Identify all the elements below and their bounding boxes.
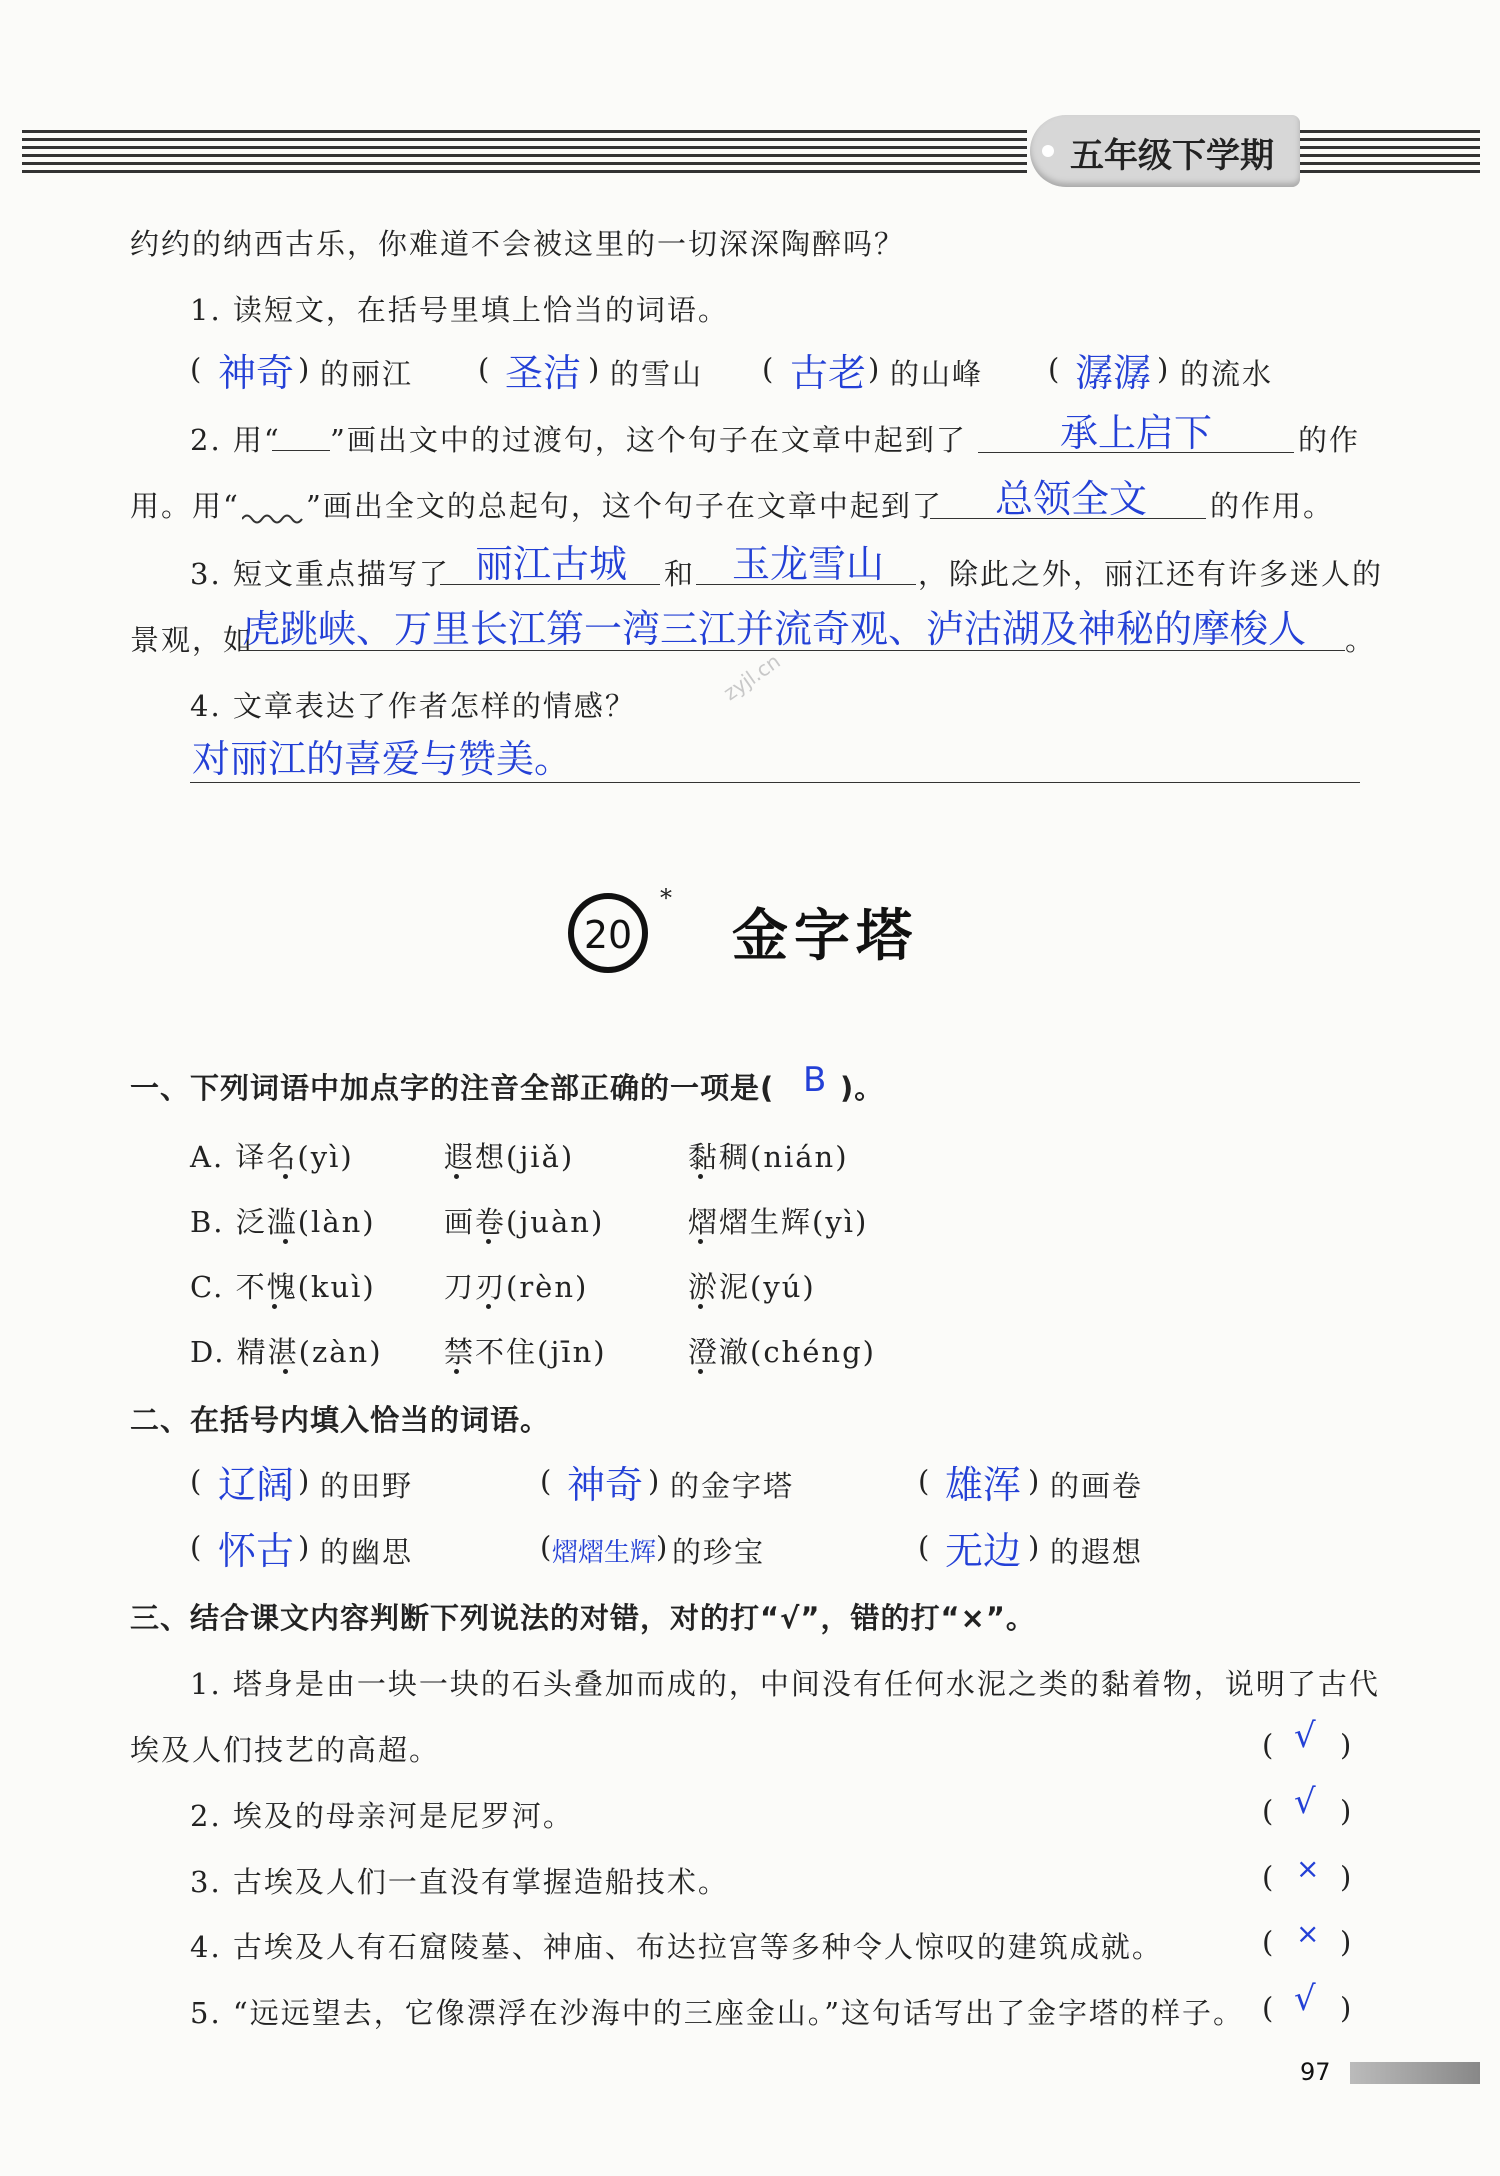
question-1: 1. 读短文，在括号里填上恰当的词语。: [190, 293, 729, 327]
lesson-number: 20: [583, 913, 633, 957]
sec2-answer-4: 怀古: [218, 1529, 295, 1573]
option-c-1: C. 不愧(kuì): [190, 1270, 376, 1304]
emphasis-dot: [486, 1304, 491, 1309]
sec1-title-b: )。: [840, 1071, 885, 1105]
header-tag-label: 五年级下学期: [1070, 136, 1274, 176]
q3-a: 3. 短文重点描写了: [190, 557, 450, 591]
option-c-2: 刀刃(rèn): [444, 1270, 589, 1304]
sec3-title: 三、结合课文内容判断下列说法的对错，对的打“√”，错的打“×”。: [130, 1601, 1036, 1635]
header-tag-dot: [1042, 145, 1054, 157]
judge-item-4: 4. 古埃及人有石窟陵墓、神庙、布达拉宫等多种令人惊叹的建筑成就。: [190, 1930, 1163, 1964]
sec2-answer-1: 辽阔: [218, 1463, 295, 1507]
option-a-2: 遐想(jiǎ): [444, 1140, 575, 1174]
passage-continuation: 约约的纳西古乐，你难道不会被这里的一切深深陶醉吗？: [130, 227, 906, 261]
q1-answer-1: 神奇: [218, 351, 295, 395]
judge-mark-5: √: [1294, 1979, 1316, 2019]
emphasis-dot: [698, 1369, 703, 1374]
judge-mark-3: ×: [1296, 1852, 1320, 1885]
emphasis-dot: [454, 1174, 459, 1179]
q3-e: 。: [1345, 623, 1377, 657]
option-a-3: 黏稠(nián): [688, 1140, 849, 1174]
footer-bar: [1350, 2062, 1480, 2084]
judge-item-1-line2: 埃及人们技艺的高超。: [130, 1733, 441, 1767]
emphasis-dot: [698, 1304, 703, 1309]
option-b-1: B. 泛滥(làn): [190, 1205, 376, 1239]
q2-straight-underline-sample: [272, 450, 330, 451]
header-tag: [1030, 115, 1300, 187]
option-c-3: 淤泥(yú): [688, 1270, 816, 1304]
sec1-title-a: 一、下列词语中加点字的注音全部正确的一项是(: [130, 1071, 775, 1105]
q2-answer-1: 承上启下: [1060, 411, 1213, 455]
q2-line2-b: ”画出全文的总起句，这个句子在文章中起到了: [306, 489, 943, 523]
q2-line1-c: 的作: [1298, 423, 1361, 457]
sec2-suffix-1: 的田野: [320, 1469, 414, 1503]
sec2-suffix-4: 的幽思: [320, 1535, 414, 1569]
emphasis-dot: [486, 1239, 491, 1244]
emphasis-dot: [698, 1239, 703, 1244]
sec2-suffix-5: 的珍宝: [672, 1535, 766, 1569]
sec2-answer-6: 无边: [945, 1529, 1022, 1573]
sec2-suffix-6: 的遐想: [1050, 1535, 1144, 1569]
q1-suffix-4: 的流水: [1180, 357, 1274, 391]
sec2-answer-2: 神奇: [567, 1463, 644, 1507]
judge-item-2: 2. 埃及的母亲河是尼罗河。: [190, 1799, 574, 1833]
judge-mark-2: √: [1294, 1782, 1316, 1822]
header-stripes-right: [1300, 130, 1480, 178]
q3-answer-1: 丽江古城: [475, 542, 628, 586]
emphasis-dot: [283, 1174, 288, 1179]
emphasis-dot: [698, 1174, 703, 1179]
emphasis-dot: [272, 1304, 277, 1309]
sec2-answer-5: 熠熠生辉: [552, 1538, 657, 1568]
q3-d: 景观，如: [130, 623, 255, 657]
q1-answer-3: 古老: [790, 351, 867, 395]
q3-b: 和: [664, 557, 696, 591]
q2-answer-2: 总领全文: [995, 477, 1148, 521]
sec2-title: 二、在括号内填入恰当的词语。: [130, 1403, 551, 1437]
q1-suffix-2: 的雪山: [610, 357, 704, 391]
q2-line2-a: 用。用“: [130, 489, 240, 523]
option-b-3: 熠熠生辉(yì): [688, 1205, 869, 1239]
option-d-3: 澄澈(chéng): [688, 1335, 876, 1369]
sec2-suffix-2: 的金字塔: [670, 1469, 795, 1503]
lesson-number-badge: [568, 893, 648, 973]
option-a-1: A. 译名(yì): [190, 1140, 354, 1174]
q3-answer-2: 玉龙雪山: [732, 542, 885, 586]
emphasis-dot: [454, 1369, 459, 1374]
q3-answer-3: 虎跳峡、万里长江第一湾三江并流奇观、泸沽湖及神秘的摩梭人: [242, 607, 1307, 651]
option-d-2: 禁不住(jīn): [444, 1335, 607, 1369]
sec1-answer: B: [803, 1060, 827, 1100]
q2-line1-a: 2. 用“: [190, 423, 281, 457]
emphasis-dot: [283, 1239, 288, 1244]
lesson-star: *: [660, 884, 672, 912]
header-stripes-left: [22, 130, 1027, 178]
q1-answer-4: 潺潺: [1075, 351, 1152, 395]
watermark: zyjl.cn: [718, 648, 785, 706]
judge-item-1-line1: 1. 塔身是由一块一块的石头叠加而成的，中间没有任何水泥之类的黏着物，说明了古代: [190, 1667, 1380, 1701]
q2-line2-c: 的作用。: [1210, 489, 1335, 523]
option-d-1: D. 精湛(zàn): [190, 1335, 383, 1369]
q2-wavy-underline-sample: [242, 512, 304, 526]
q1-suffix-1: 的丽江: [320, 357, 414, 391]
judge-mark-4: ×: [1296, 1917, 1320, 1950]
sec2-suffix-3: 的画卷: [1050, 1469, 1144, 1503]
q4-answer: 对丽江的喜爱与赞美。: [192, 737, 573, 781]
q2-line1-b: ”画出文中的过渡句，这个句子在文章中起到了: [330, 423, 967, 457]
page-number: 97: [1300, 2058, 1331, 2086]
judge-item-3: 3. 古埃及人们一直没有掌握造船技术。: [190, 1865, 729, 1899]
q1-suffix-3: 的山峰: [890, 357, 984, 391]
emphasis-dot: [283, 1369, 288, 1374]
judge-mark-1: √: [1294, 1716, 1316, 1756]
judge-item-5: 5. “远远望去，它像漂浮在沙海中的三座金山。”这句话写出了金字塔的样子。: [190, 1996, 1245, 2030]
sec2-answer-3: 雄浑: [945, 1463, 1022, 1507]
lesson-title: 金字塔: [732, 904, 918, 969]
q1-answer-2: 圣洁: [505, 351, 582, 395]
question-4: 4. 文章表达了作者怎样的情感？: [190, 689, 636, 723]
q4-answer-line: [190, 782, 1360, 783]
q3-c: ，除此之外，丽江还有许多迷人的: [918, 557, 1384, 591]
option-b-2: 画卷(juàn): [444, 1205, 605, 1239]
